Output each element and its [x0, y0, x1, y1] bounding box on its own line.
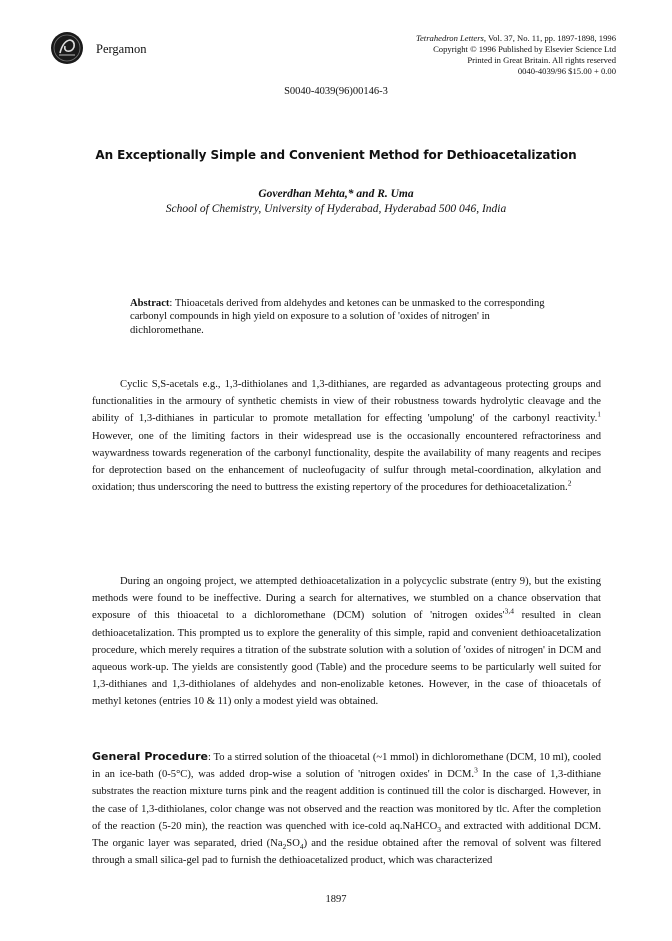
- author-line: Goverdhan Mehta,* and R. Uma: [258, 188, 414, 200]
- body-paragraph-1: [92, 376, 601, 496]
- paragraph-text: In the case of 1,3-dithiane substrates the reaction mixture turns pink and the reagent addition is continued till the color is discharged. However, in the case of 1,3-dithiolanes, color change was not observed and the reaction was monitored by tlc. After the completion of the reaction (5-20 min), the reaction was quenched with ice-cold aq.NaHCO: [92, 769, 601, 832]
- price-line: 0040-4039/96 $15.00 + 0.00: [517, 66, 616, 76]
- paragraph-text: : To a stirred solution of the thioacetal (~1 mmol) in dichloromethane (DCM, 10 ml), cooled in an ice-bath (0-5°C), was added drop-wise a solution of 'nitrogen oxides' in DCM.: [92, 752, 602, 781]
- paragraph-text: and extracted with additional DCM. The organic layer was separated, dried (Na: [92, 820, 601, 850]
- paragraph-text: However, one of the limiting factors in their widespread use is the occasionally encountered refractoriness and waywardness towards regeneration of the carbonyl functionality, despite the availability of many reagents and recipes for deprotection based on the enhancement of nucleofugacity of sulfur through metal-coordination, alkylation and oxidation; thus underscoring the need to buttress the existing repertory of the procedures for dethioacetalization.: [92, 430, 601, 494]
- reference-marker: 2: [567, 478, 572, 488]
- printed-line: Printed in Great Britain. All rights reserved: [467, 55, 616, 65]
- body-paragraph-2: [92, 573, 601, 711]
- general-procedure-paragraph: [92, 748, 601, 869]
- subscript: 3: [437, 824, 442, 834]
- pergamon-emblem-icon: [50, 31, 84, 65]
- paragraph-text: resulted in clean dethioacetalization. This prompted us to explore the generality of this simple, rapid and convenient dethioacetalization procedure, which merely requires a titration of the substrate solution with a solution of 'oxides of nitrogen' in DCM and aqueous work-up. The yields are consistently good (Table) and the procedure seems to be particularly well suited for 1,3-dithianes and 1,3-dithiolanes of aldehydes and non-enolizable ketones. However, in the case of thioacetals of methyl ketones (entries 10 & 11) only a modest yield was obtained.: [92, 610, 601, 708]
- paragraph-text: Cyclic S,S-acetals e.g., 1,3-dithiolanes and 1,3-dithianes, are regarded as advantageous protecting groups and functionalities in the armoury of synthetic chemists in view of their robustness towards hydrolytic cleavage and the ability of 1,3-dithianes in particular to promote metallation for effecting 'umpolung' of the carbonyl reactivity.: [92, 379, 601, 425]
- abstract-text: : Thioacetals derived from aldehydes and ketones can be unmasked to the corresponding carbonyl compounds in high yield on exposure to a solution of 'oxides of nitrogen' in dichloromethane.: [130, 298, 545, 336]
- paragraph-text: SO: [286, 838, 300, 850]
- affiliation-line: School of Chemistry, University of Hyderabad, Hyderabad 500 046, India: [165, 203, 507, 215]
- citation-block: [336, 33, 616, 77]
- journal-name: Tetrahedron Letters: [416, 33, 484, 43]
- reference-marker: 1: [597, 409, 601, 419]
- abstract-label: Abstract: [130, 298, 170, 309]
- subscript: 2: [282, 842, 287, 852]
- volume-pages: , Vol. 37, No. 11, pp. 1897-1898, 1996: [483, 33, 616, 43]
- paragraph-text: ) and the residue obtained after the removal of solvent was filtered through a small silica-gel pad to furnish the dethioacetalized product, which was characterized: [92, 838, 601, 867]
- subscript: 4: [299, 842, 304, 852]
- abstract: [130, 297, 550, 337]
- general-procedure-label: General Procedure: [92, 750, 208, 763]
- article-title: An Exceptionally Simple and Convenient Method for Dethioacetalization: [95, 148, 577, 162]
- copyright-line: Copyright © 1996 Published by Elsevier Science Ltd: [433, 44, 616, 54]
- paragraph-text: During an ongoing project, we attempted dethioacetalization in a polycyclic substrate (entry 9), but the existing methods were found to be ineffective. During a search for alternatives, we stumbled on a chance observation that exposure of this thioacetal to a dichloromethane (DCM) solution of 'nitrogen oxides': [92, 576, 601, 622]
- reference-marker: 3,4: [504, 606, 514, 616]
- publisher-name: Pergamon: [96, 42, 147, 56]
- reference-marker: 3: [474, 765, 478, 775]
- pii-code: S0040-4039(96)00146-3: [284, 86, 388, 97]
- page-number: 1897: [325, 894, 347, 905]
